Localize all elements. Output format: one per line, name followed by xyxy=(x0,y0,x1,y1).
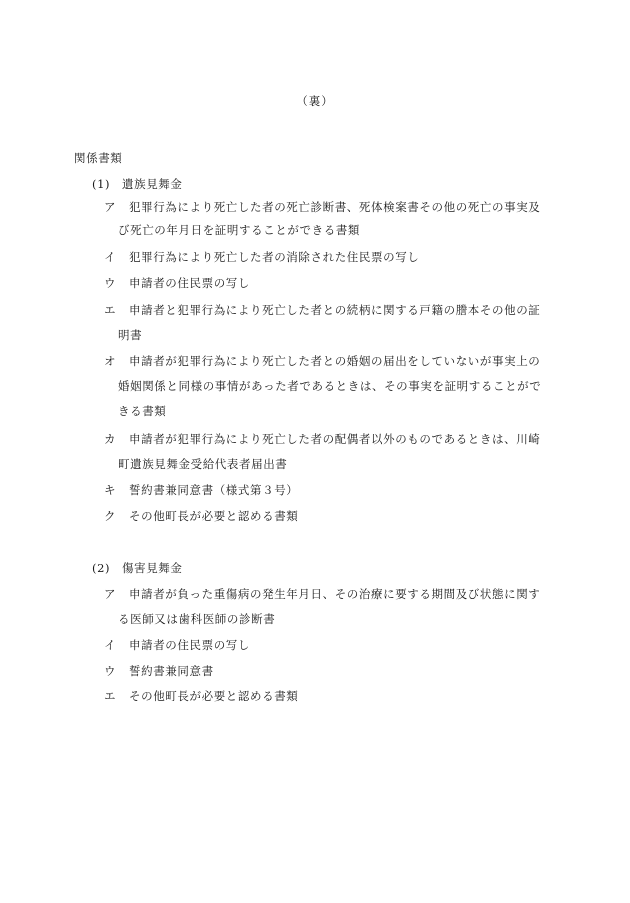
list-item xyxy=(104,638,250,652)
list-item xyxy=(104,200,540,214)
item-text-continuation: 婚姻関係と同様の事情があった者であるときは、その事実を証明することがで xyxy=(118,379,542,393)
item-marker: オ xyxy=(104,354,117,368)
list-item xyxy=(104,664,214,678)
part1-marker: (1) xyxy=(92,177,111,191)
item-marker: イ xyxy=(104,638,117,652)
item-marker: ウ xyxy=(104,664,117,678)
item-marker: ウ xyxy=(104,276,117,290)
item-text: 誓約書兼同意書（様式第３号） xyxy=(129,483,299,497)
item-marker: カ xyxy=(104,432,117,446)
list-item xyxy=(104,250,419,264)
item-text: 誓約書兼同意書 xyxy=(129,664,214,678)
list-item xyxy=(104,276,250,290)
item-text-continuation: 町遺族見舞金受給代表者届出書 xyxy=(118,457,288,471)
item-text-continuation: び死亡の年月日を証明することができる書類 xyxy=(118,223,360,237)
item-marker: ア xyxy=(104,200,117,214)
item-marker: イ xyxy=(104,250,117,264)
item-text-continuation: る医師又は歯科医師の診断書 xyxy=(118,612,276,626)
list-item xyxy=(104,587,540,601)
item-text: その他町長が必要と認める書類 xyxy=(129,689,299,703)
item-text: 申請者の住民票の写し xyxy=(129,276,250,290)
list-item xyxy=(104,689,298,703)
item-text: 犯罪行為により死亡した者の死亡診断書、死体検案書その他の死亡の事実及 xyxy=(129,200,541,214)
item-marker: ア xyxy=(104,587,117,601)
item-marker: ク xyxy=(104,509,117,523)
item-text: 申請者が負った重傷病の発生年月日、その治療に要する期間及び状態に関す xyxy=(129,587,541,601)
part1-label: 遺族見舞金 xyxy=(122,177,183,191)
part2-label: 傷害見舞金 xyxy=(122,561,183,575)
list-item xyxy=(104,509,298,523)
item-marker: エ xyxy=(104,303,117,317)
item-text-continuation: きる書類 xyxy=(118,404,167,418)
item-text: 犯罪行為により死亡した者の消除された住民票の写し xyxy=(129,250,420,264)
part2-heading xyxy=(92,561,183,575)
item-text: 申請者が犯罪行為により死亡した者の配偶者以外のものであるときは、川崎 xyxy=(129,432,541,446)
list-item xyxy=(104,303,540,317)
item-text: 申請者の住民票の写し xyxy=(129,638,250,652)
item-marker: エ xyxy=(104,689,117,703)
item-text: その他町長が必要と認める書類 xyxy=(129,509,299,523)
item-text-continuation: 明書 xyxy=(118,328,143,342)
item-marker: キ xyxy=(104,483,117,497)
part1-heading xyxy=(92,177,183,191)
item-text: 申請者が犯罪行為により死亡した者との婚姻の届出をしていないが事実上の xyxy=(129,354,541,368)
item-text: 申請者と犯罪行為により死亡した者との続柄に関する戸籍の謄本その他の証 xyxy=(129,303,541,317)
section-heading: 関係書類 xyxy=(74,151,123,165)
page-title: （裏） xyxy=(296,94,334,108)
list-item xyxy=(104,432,540,446)
list-item xyxy=(104,483,298,497)
list-item xyxy=(104,354,540,368)
part2-marker: (2) xyxy=(92,561,111,575)
